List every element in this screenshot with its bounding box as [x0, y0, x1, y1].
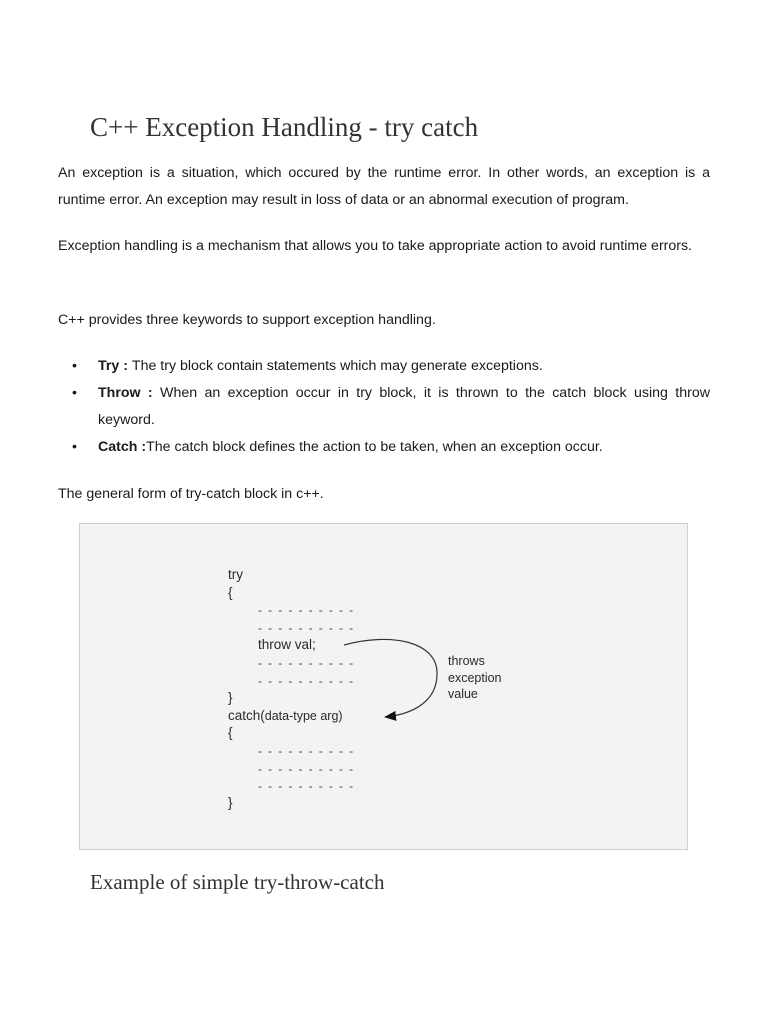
statement-placeholder: - - - - - - - - - -	[258, 779, 355, 793]
bullet-icon: •	[72, 385, 77, 401]
arrow-label-line: throws	[448, 654, 485, 668]
close-brace: }	[228, 795, 233, 810]
arrow-label-line: exception	[448, 671, 502, 685]
keyword-term: Catch :	[98, 439, 147, 455]
try-keyword: try	[228, 567, 243, 582]
keywords-intro-paragraph: C++ provides three keywords to support exception handling.	[58, 312, 436, 328]
section-subtitle: Example of simple try-throw-catch	[90, 870, 385, 894]
keyword-list	[58, 353, 710, 461]
catch-statement	[228, 708, 343, 724]
open-brace: {	[228, 725, 233, 740]
intro-paragraph: An exception is a situation, which occured by the runtime error. In other words, an exception is a runtime error. An exception may result in loss of data or an abnormal execution of program.	[58, 165, 710, 208]
statement-placeholder: - - - - - - - - - -	[258, 621, 355, 635]
statement-placeholder: - - - - - - - - - -	[258, 762, 355, 776]
catch-params: data-type arg)	[264, 709, 343, 723]
statement-placeholder: - - - - - - - - - -	[258, 744, 355, 758]
statement-placeholder: - - - - - - - - - -	[258, 674, 355, 688]
bullet-icon: •	[72, 439, 77, 455]
throw-statement: throw val;	[258, 637, 316, 652]
list-item-catch	[58, 434, 710, 461]
list-item-try	[58, 353, 710, 380]
throw-arrow-icon	[80, 524, 689, 851]
arrow-label-line: value	[448, 687, 478, 701]
statement-placeholder: - - - - - - - - - -	[258, 603, 355, 617]
bullet-icon: •	[72, 358, 77, 374]
keyword-description: The catch block defines the action to be taken, when an exception occur.	[146, 439, 603, 455]
exception-handling-paragraph: Exception handling is a mechanism that allows you to take appropriate action to avoid runtime errors.	[58, 238, 693, 254]
keyword-term: Try :	[98, 358, 132, 374]
close-brace: }	[228, 690, 233, 705]
try-catch-diagram	[79, 523, 688, 850]
keyword-term: Throw :	[98, 385, 161, 401]
list-item-throw	[58, 380, 710, 434]
catch-keyword: catch(	[228, 708, 265, 723]
page-title: C++ Exception Handling - try catch	[90, 112, 479, 142]
general-form-paragraph: The general form of try-catch block in c++.	[58, 486, 324, 502]
keyword-description: When an exception occur in try block, it is thrown to the catch block using throw keyword.	[98, 385, 710, 428]
keyword-description: The try block contain statements which may generate exceptions.	[131, 358, 543, 374]
open-brace: {	[228, 585, 233, 600]
statement-placeholder: - - - - - - - - - -	[258, 656, 355, 670]
